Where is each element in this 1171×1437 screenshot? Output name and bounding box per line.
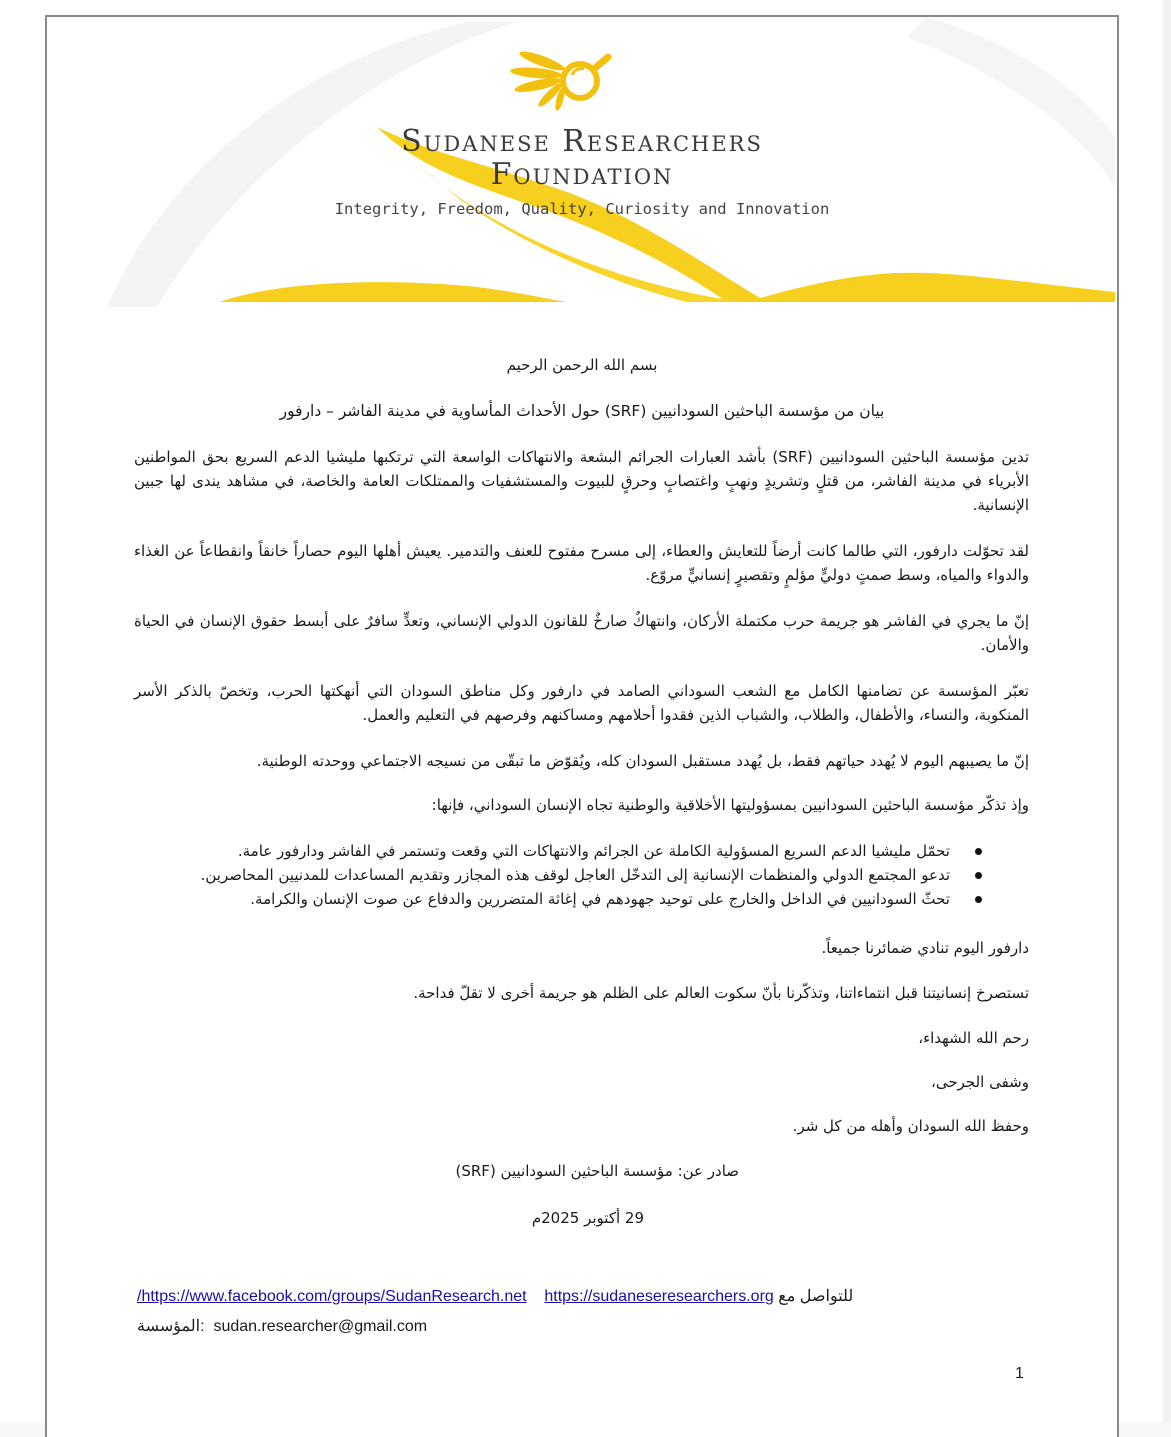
bullet-icon	[975, 896, 982, 903]
document-page	[45, 15, 1119, 1437]
closing-line-2: تستصرخ إنسانيتنا قبل انتماءاتنا، وتذكّرنا بأنّ سكوت العالم على الظلم هو جريمة أخرى لا تقلّ فداحة.	[413, 984, 1029, 1002]
org-name-line1: Sudanese Researchers	[401, 124, 763, 159]
paragraph-6: وإذ تذكّر مؤسسة الباحثين السودانيين بمسؤوليتها الأخلاقية والوطنية تجاه الإنسان السوداني، فإنها:	[431, 796, 1029, 814]
email-line: المؤسسة: sudan.researcher@gmail.com	[137, 1318, 428, 1335]
bullet-icon	[975, 872, 982, 879]
paragraph-3: إنّ ما يجري في الفاشر هو جريمة حرب مكتملة الأركان، وانتهاكٌ صارخٌ للقانون الدولي الإنساني، وتعدٍّ سافرٌ على أبسط حقوق الإنسان في الحياة والأمان.	[134, 612, 1029, 654]
list-item-text: تحثّ السودانيين في الداخل والخارج على توحيد جهودهم في إغاثة المتضررين والدفاع عن صوت الإنسان والكرامة.	[250, 890, 950, 908]
list-item-text: تحمّل مليشيا الدعم السريع المسؤولية الكاملة عن الجرائم والانتهاكات التي وقعت وتستمر في الفاشر ودارفور عامة.	[237, 842, 950, 860]
issue-date: 29 أكتوبر 2025م	[531, 1209, 644, 1227]
list-item	[110, 839, 1010, 863]
letterhead-banner	[47, 17, 1117, 317]
issued-by: صادر عن: مؤسسة الباحثين السودانيين (SRF)	[455, 1162, 739, 1180]
website-link[interactable]: https://sudaneseresearchers.org/	[137, 1288, 774, 1305]
list-item	[110, 863, 1010, 887]
facebook-link[interactable]: https://www.facebook.com/groups/SudanResearch.net	[141, 1288, 527, 1305]
basmala: بسم الله الرحمن الرحيم	[506, 356, 658, 374]
demands-list	[110, 839, 1010, 911]
closing-line-3: رحم الله الشهداء،	[918, 1029, 1029, 1047]
list-item-text: تدعو المجتمع الدولي والمنظمات الإنسانية إلى التدخّل العاجل لوقف هذه المجازر وتقديم المساعدات للمدنيين المحاصرين.	[200, 866, 950, 884]
paragraph-5: إنّ ما يصيبهم اليوم لا يُهدد حياتهم فقط، بل يُهدد مستقبل السودان كله، ويُقوّض ما تبقّى من نسيجه الاجتماعي ووحدته الوطنية.	[256, 752, 1029, 770]
org-name-line2: Foundation	[490, 157, 674, 192]
yellow-ribbon-base-right	[747, 273, 1115, 302]
bullet-icon	[975, 848, 982, 855]
contact-line	[137, 1282, 1007, 1312]
yellow-ribbon-base-left	[219, 282, 567, 302]
page-number: 1	[1015, 1365, 1024, 1382]
closing-line-4: وشفى الجرحى،	[931, 1073, 1029, 1091]
closing-line-5: وحفظ الله السودان وأهله من كل شر.	[792, 1117, 1029, 1135]
statement-title: بيان من مؤسسة الباحثين السودانيين (SRF) حول الأحداث المأساوية في مدينة الفاشر – دارفور	[279, 402, 885, 420]
closing-line-1: دارفور اليوم تنادي ضمائرنا جميعاً.	[821, 939, 1029, 957]
paragraph-2: لقد تحوّلت دارفور، التي طالما كانت أرضاً للتعايش والعطاء، إلى مسرح مفتوح للعنف والتدمير. يعيش أهلها اليوم حصاراً خانقاً وانقطاعاً عن الغذاء والدواء والمياه، وسط صمتٍ دوليٍّ مؤلمٍ وتقصيرٍ إنسانيٍّ مروّع.	[134, 542, 1029, 584]
viewer-edge	[1163, 0, 1171, 1422]
email-label: المؤسسة	[137, 1318, 201, 1335]
paragraph-4: تعبّر المؤسسة عن تضامنها الكامل مع الشعب السوداني الصامد في دارفور وكل مناطق السودان التي أنهكتها الحرب، وتخصّ بالذكر الأسر المنكوبة، والنساء، والأطفال، والطلاب، والشباب الذين فقدوا أحلامهم ومساكنهم وفرصهم في التعليم والعمل.	[134, 682, 1029, 724]
email-address[interactable]: sudan.researcher@gmail.com	[213, 1318, 428, 1335]
contact-label: للتواصل مع	[778, 1288, 854, 1305]
list-item	[110, 887, 1010, 911]
org-tagline: Integrity, Freedom, Quality, Curiosity and Innovation	[334, 200, 830, 218]
magnifier-with-leaves-icon	[502, 37, 622, 117]
paragraph-1: تدين مؤسسة الباحثين السودانيين (SRF) بأشد العبارات الجرائم البشعة والانتهاكات الواسعة التي ترتكبها مليشيا الدعم السريع بحق المواطنين الأبرياء في مدينة الفاشر، من قتلٍ وتشريدٍ ونهبٍ واغتصابٍ وحرقٍ للبيوت والمستشفيات والممتلكات العامة والخاصة، في مشاهد يندى لها جبين الإنسانية.	[134, 448, 1030, 514]
